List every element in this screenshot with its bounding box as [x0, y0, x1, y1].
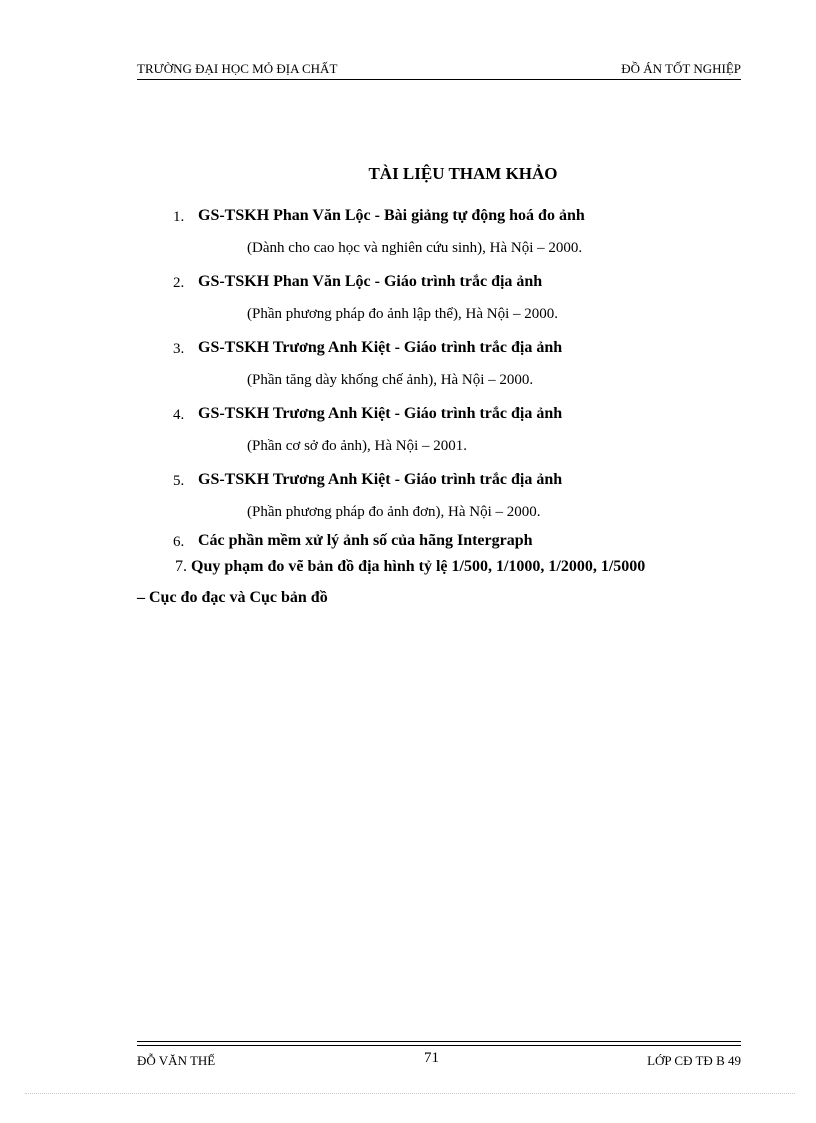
- reference-note: (Phần cơ sở đo ảnh), Hà Nội – 2001.: [247, 438, 467, 454]
- reference-number: 3.: [173, 341, 185, 357]
- reference-note: (Phần tăng dày khống chế ảnh), Hà Nội – 2000.: [247, 372, 534, 388]
- page-number: 71: [424, 1050, 439, 1066]
- reference-note: (Dành cho cao học và nghiên cứu sinh), Hà Nội – 2000.: [247, 240, 583, 256]
- reference-author-title: GS-TSKH Trương Anh Kiệt - Giáo trình trắc địa ảnh: [198, 471, 563, 488]
- reference-number: 1.: [173, 209, 185, 225]
- footer-author: ĐỖ VĂN THẾ: [137, 1053, 216, 1068]
- reference-note: (Phần phương pháp đo ảnh đơn), Hà Nội – 2000.: [247, 504, 541, 520]
- reference-item: [175, 558, 645, 576]
- page-header: [137, 60, 741, 80]
- header-doc-type: ĐỒ ÁN TỐT NGHIỆP: [621, 61, 741, 76]
- reference-number: 2.: [173, 275, 185, 291]
- reference-item: [0, 339, 816, 405]
- reference-item: [0, 273, 816, 339]
- reference-number: 4.: [173, 407, 185, 423]
- reference-number: 7.: [175, 558, 187, 575]
- reference-author-title: GS-TSKH Phan Văn Lộc - Giáo trình trắc địa ảnh: [198, 273, 543, 290]
- reference-list: [0, 207, 816, 537]
- page-footer: [137, 1050, 741, 1070]
- reference-standard: Quy phạm đo vẽ bản đồ địa hình tỷ lệ 1/500, 1/1000, 1/2000, 1/5000: [191, 558, 646, 575]
- reference-item: [0, 532, 816, 556]
- reference-number: 6.: [173, 534, 185, 550]
- footer-class: LỚP CĐ TĐ B 49: [647, 1053, 741, 1068]
- page-title: TÀI LIỆU THAM KHẢO: [368, 164, 558, 183]
- reference-software: Các phần mềm xử lý ảnh số của hãng Intergraph: [198, 532, 533, 549]
- footer-rule: [137, 1045, 741, 1046]
- footer-rule: [137, 1041, 741, 1042]
- reference-number: 5.: [173, 473, 185, 489]
- reference-item: [0, 405, 816, 471]
- reference-author-title: GS-TSKH Phan Văn Lộc - Bài giảng tự động hoá đo ảnh: [198, 207, 585, 224]
- page-edge-dots: [25, 1093, 795, 1094]
- reference-standard-continued: – Cục đo đạc và Cục bản đồ: [137, 589, 328, 606]
- reference-item: [0, 207, 816, 273]
- header-school: TRƯỜNG ĐẠI HỌC MỎ ĐỊA CHẤT: [137, 61, 338, 76]
- reference-author-title: GS-TSKH Trương Anh Kiệt - Giáo trình trắc địa ảnh: [198, 405, 563, 422]
- reference-item: [0, 471, 816, 537]
- reference-note: (Phần phương pháp đo ảnh lập thể), Hà Nội – 2000.: [247, 306, 559, 322]
- reference-author-title: GS-TSKH Trương Anh Kiệt - Giáo trình trắc địa ảnh: [198, 339, 563, 356]
